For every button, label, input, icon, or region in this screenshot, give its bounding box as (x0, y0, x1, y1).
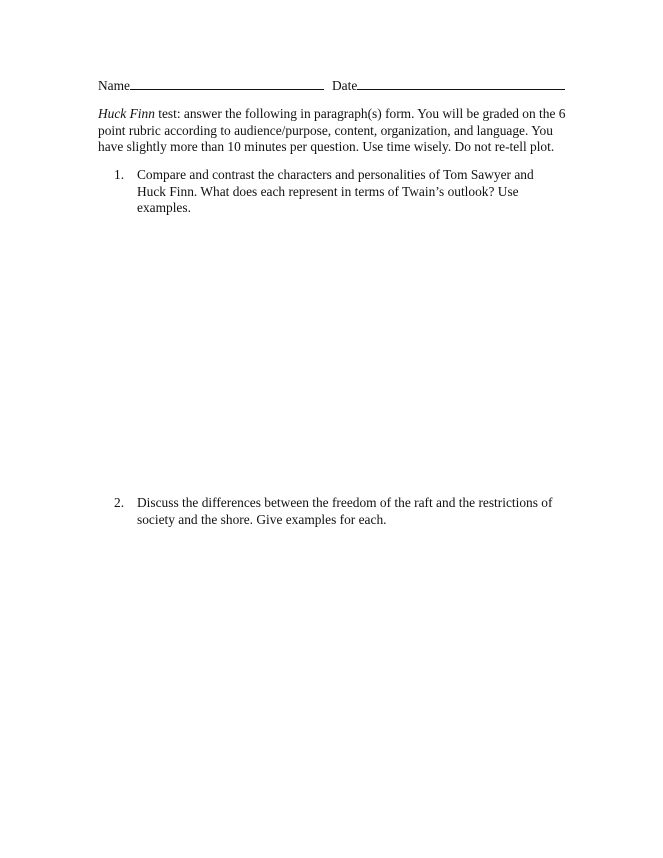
question-2 (114, 495, 554, 528)
name-label: Name (98, 78, 130, 93)
instructions-text: test: answer the following in paragraph(s) form. You will be graded on the 6 point rubric according to audience/purpose, content, organization, and language. You have slightly more than 10 minutes per question. Use time wisely. Do not re-tell plot. (98, 106, 566, 154)
question-2-number: 2. (114, 495, 125, 510)
date-label: Date (331, 78, 358, 93)
book-title: Huck Finn (98, 106, 155, 121)
question-1-number: 1. (114, 167, 125, 182)
question-1-text: Compare and contrast the characters and personalities of Tom Sawyer and Huck Finn. What does each represent in terms of Twain’s outlook? Use examples. (137, 167, 534, 215)
instructions-paragraph (98, 106, 568, 156)
question-2-text: Discuss the differences between the freedom of the raft and the restrictions of society and the shore. Give examples for each. (137, 495, 553, 527)
date-blank-line (357, 77, 565, 90)
name-blank-line (130, 77, 324, 90)
question-1 (114, 167, 554, 217)
header-line (98, 77, 568, 95)
